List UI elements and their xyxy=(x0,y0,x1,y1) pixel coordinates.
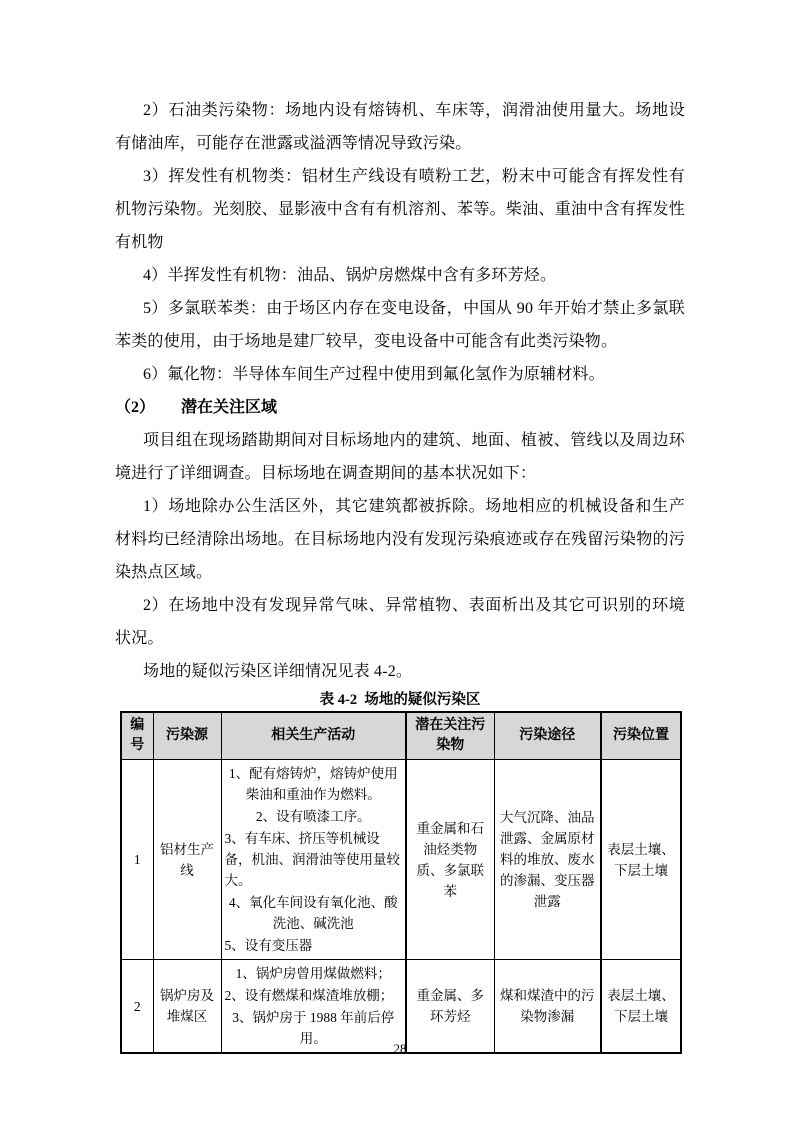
paragraph-site-condition-2: 2）在场地中没有发现异常气味、异常植物、表面析出及其它可识别的环境状况。 xyxy=(115,597,685,647)
paragraph-voc-pollutants: 3）挥发性有机物类：铝材生产线设有喷粉工艺，粉末中可能含有挥发性有机物污染物。光刻胶、显影液中含有有机溶剂、苯等。柴油、重油中含有挥发性有机物 xyxy=(115,168,685,251)
cell-pollution-location: 表层土壤、下层土壤 xyxy=(601,960,681,1054)
activity-item: 1、锅炉房曾用煤做燃料； xyxy=(235,966,391,981)
document-body xyxy=(115,94,685,1054)
cell-pollution-source: 锅炉房及堆煤区 xyxy=(153,960,221,1054)
activity-item: 2、设有燃煤和煤渣堆放棚； xyxy=(224,988,394,1003)
table-header-row xyxy=(121,712,681,760)
paragraph-site-condition-1: 1）场地除办公生活区外，其它建筑都被拆除。场地相应的机械设备和生产材料均已经清除出场地。在目标场地内没有发现污染痕迹或存在残留污染物的污染热点区域。 xyxy=(115,498,685,581)
paragraph-table-reference: 场地的疑似污染区详细情况见表 4-2。 xyxy=(143,663,413,680)
cell-pollution-pathways: 大气沉降、油品泄露、金属原材料的堆放、废水的渗漏、变压器泄露 xyxy=(494,760,601,960)
activity-item: 3、锅炉房于 1988 年前后停用。 xyxy=(232,1010,395,1046)
paragraph-svoc-pollutants: 4）半挥发性有机物：油品、锅炉房燃煤中含有多环芳烃。 xyxy=(143,267,557,284)
paragraph-fluoride-pollutants: 6）氟化物：半导体车间生产过程中使用到氟化氢作为原辅材料。 xyxy=(143,366,605,383)
section-heading-title: 潜在关注区域 xyxy=(181,399,278,416)
page-number: 28 xyxy=(393,1041,407,1056)
table-caption-title: 场地的疑似污染区 xyxy=(364,692,481,708)
column-header-pathways: 污染途径 xyxy=(494,712,601,760)
cell-pollution-location: 表层土壤、下层土壤 xyxy=(601,760,681,960)
column-header-location: 污染位置 xyxy=(601,712,681,760)
paragraph-site-survey-intro: 项目组在现场踏勘期间对目标场地内的建筑、地面、植被、管线以及周边环境进行了详细调查。目标场地在调查期间的基本状况如下： xyxy=(115,432,685,482)
cell-pollutants-of-concern: 重金属和石油烃类物质、多氯联苯 xyxy=(406,760,494,960)
cell-production-activities xyxy=(221,760,406,960)
activity-item: 1、配有熔铸炉，熔铸炉使用柴油和重油作为燃料。 xyxy=(228,766,398,802)
activity-item: 4、氧化车间设有氧化池、酸洗池、碱洗池 xyxy=(228,895,398,931)
activity-item: 2、设有喷漆工序。 xyxy=(255,809,371,824)
section-heading-number: （2） xyxy=(115,399,156,416)
paragraph-pcb-pollutants: 5）多氯联苯类：由于场区内存在变电设备，中国从 90 年开始才禁止多氯联苯类的使用，由于场地是建厂较早，变电设备中可能含有此类污染物。 xyxy=(115,300,685,350)
cell-pollution-source: 铝材生产线 xyxy=(153,760,221,960)
paragraph-petroleum-pollutants: 2）石油类污染物：场地内设有熔铸机、车床等，润滑油使用量大。场地设有储油库，可能存在泄露或溢洒等情况导致污染。 xyxy=(115,102,685,152)
cell-production-activities xyxy=(221,960,406,1054)
table-row xyxy=(121,960,681,1054)
activity-item: 3、有车床、挤压等机械设备，机油、润滑油等使用量较大。 xyxy=(224,831,400,888)
table-caption xyxy=(120,689,680,711)
table-caption-label: 表 4-2 xyxy=(319,692,358,708)
cell-pollution-pathways: 煤和煤渣中的污染物渗漏 xyxy=(494,960,601,1054)
column-header-activities: 相关生产活动 xyxy=(221,712,406,760)
cell-row-id: 1 xyxy=(121,760,153,960)
section-heading xyxy=(115,391,685,424)
activity-item: 5、设有变压器 xyxy=(224,938,313,953)
column-header-pollutants: 潜在关注污染物 xyxy=(406,712,494,760)
suspected-pollution-area-table xyxy=(120,711,682,1054)
table-row xyxy=(121,760,681,960)
cell-pollutants-of-concern: 重金属、多环芳烃 xyxy=(406,960,494,1054)
cell-row-id: 2 xyxy=(121,960,153,1054)
column-header-id: 编号 xyxy=(121,712,153,760)
column-header-source: 污染源 xyxy=(153,712,221,760)
